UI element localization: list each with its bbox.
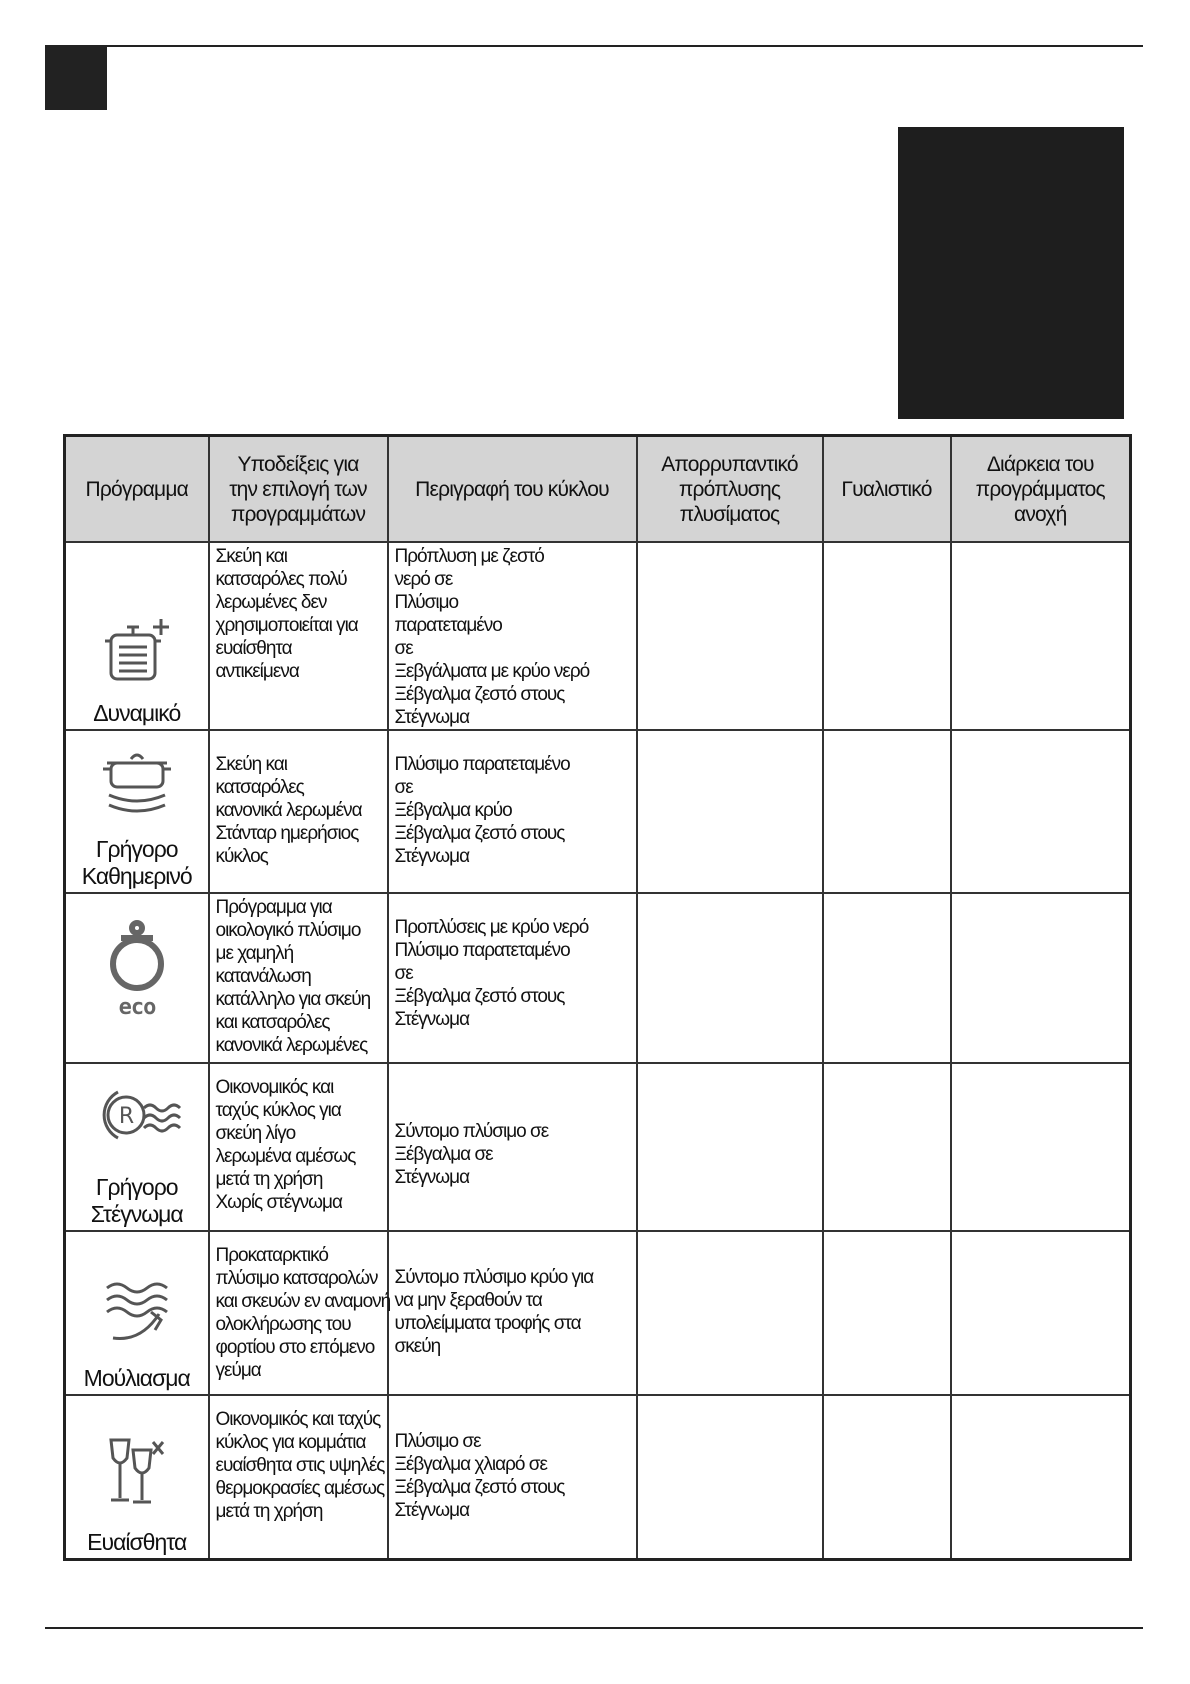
duration-cell <box>951 1063 1131 1231</box>
table-row <box>65 730 1131 893</box>
text-line: θερμοκρασίες αμέσως <box>215 1478 385 1499</box>
text-line: Προκαταρκτικό <box>215 1245 328 1266</box>
program-name <box>66 836 208 890</box>
header-rinse-aid <box>823 436 951 543</box>
text-line: Στέγνωμα <box>394 1167 470 1188</box>
text-line: Στέγνωμα <box>394 846 470 867</box>
header-detergent <box>637 436 823 543</box>
text-line: με χαμηλή <box>215 943 294 964</box>
detergent-cell <box>637 1395 823 1559</box>
text-line: κύκλος για κομμάτια <box>215 1432 366 1453</box>
text-line: αντικείμενα <box>215 661 299 682</box>
duration-cell <box>951 1231 1131 1395</box>
text-line: κύκλος <box>215 846 268 867</box>
text-line: ολοκλήρωσης του <box>215 1314 351 1335</box>
duration-cell <box>951 730 1131 893</box>
text-line: κατανάλωση <box>215 966 311 987</box>
text-line: Προπλύσεις με κρύο νερό <box>394 917 589 938</box>
rapid-r-icon <box>92 1080 182 1150</box>
text-line: ευαίσθητα <box>215 638 292 659</box>
wine-glasses-icon <box>97 1434 177 1510</box>
text-line: κανονικά λερωμένα <box>215 800 362 821</box>
text-line: προγράμματος <box>975 477 1105 501</box>
text-line: Ξέβγαλμα ζεστό στους <box>394 684 565 705</box>
text-line: και κατσαρόλες <box>215 1012 330 1033</box>
text-line: Ξέβγαλμα ζεστό στους <box>394 823 565 844</box>
bottom-rule <box>45 1627 1143 1629</box>
text-line: Υποδείξεις για <box>237 452 359 476</box>
description-cell <box>388 1231 637 1395</box>
header-hints <box>209 436 388 543</box>
eco-pot-icon <box>97 918 177 1018</box>
text-line: κατσαρόλες πολύ <box>215 569 347 590</box>
text-line: σε <box>394 963 413 984</box>
text-line: οικολογικό πλύσιμο <box>215 920 361 941</box>
text-line: Πρόπλυση με ζεστό <box>394 546 544 567</box>
text-line: πρόπλυσης <box>678 477 781 501</box>
text-line: να μην ξεραθούν τα <box>394 1290 542 1311</box>
text-line: Απορρυπαντικό <box>661 452 798 476</box>
side-block <box>898 127 1124 419</box>
text-line: φορτίου στο επόμενο <box>215 1337 375 1358</box>
text-line: Ξέβγαλμα ζεστό στους <box>394 1477 565 1498</box>
text-line: κατσαρόλες <box>215 777 304 798</box>
text-line: Πλύσιμο παρατεταμένο <box>394 754 570 775</box>
program-cell <box>65 1395 209 1559</box>
duration-cell <box>951 1395 1131 1559</box>
text-line: Χωρίς στέγνωμα <box>215 1192 342 1213</box>
description-cell <box>388 730 637 893</box>
text-line: Οικονομικός και ταχύς <box>215 1409 381 1430</box>
programs-table <box>63 434 1132 1561</box>
hints-cell <box>209 1395 388 1559</box>
description-cell <box>388 1063 637 1231</box>
hints-cell <box>209 1063 388 1231</box>
text-line: σκεύη <box>394 1336 441 1357</box>
text-line: Περιγραφή του κύκλου <box>415 477 609 501</box>
text-line: Ξέβγαλμα χλιαρό σε <box>394 1454 547 1475</box>
soak-icon <box>97 1276 177 1346</box>
text-line: Διάρκεια του <box>986 452 1094 476</box>
program-cell <box>65 730 209 893</box>
program-cell <box>65 542 209 730</box>
text-line: ταχύς κύκλος για <box>215 1100 341 1121</box>
text-line: κατάλληλο για σκεύη <box>215 989 371 1010</box>
detergent-cell <box>637 893 823 1063</box>
program-name <box>66 700 208 727</box>
table-row <box>65 542 1131 730</box>
text-line: Ξέβγαλμα κρύο <box>394 800 512 821</box>
detergent-cell <box>637 542 823 730</box>
program-cell <box>65 1231 209 1395</box>
program-name <box>66 1529 208 1556</box>
program-cell <box>65 1063 209 1231</box>
text-line: Ευαίσθητα <box>87 1528 187 1555</box>
text-line: Σύντομο πλύσιμο κρύο για <box>394 1267 594 1288</box>
text-line: υπολείμματα τροφής στα <box>394 1313 581 1334</box>
table-header-row <box>65 436 1131 543</box>
detergent-cell <box>637 1063 823 1231</box>
detergent-cell <box>637 730 823 893</box>
text-line: Στέγνωμα <box>394 707 470 728</box>
text-line: Στέγνωμα <box>394 1009 470 1030</box>
text-line: λερωμένα αμέσως <box>215 1146 356 1167</box>
rinse-aid-cell <box>823 542 951 730</box>
program-name <box>66 1174 208 1228</box>
hints-cell <box>209 1231 391 1395</box>
text-line: μετά τη χρήση <box>215 1169 323 1190</box>
text-line: σε <box>394 638 413 659</box>
text-line: Πλύσιμο παρατεταμένο <box>394 940 570 961</box>
text-line: γεύμα <box>215 1360 261 1381</box>
header-program <box>65 436 209 543</box>
text-line: Σύντομο πλύσιμο σε <box>394 1121 549 1142</box>
text-line: Γρήγορο <box>95 836 178 862</box>
text-line: Ξεβγάλματα με κρύο νερό <box>394 661 590 682</box>
pot-sparkle-icon <box>97 611 177 691</box>
text-line: Καθημερινό <box>81 863 192 889</box>
detergent-cell <box>637 1231 823 1395</box>
description-cell <box>388 1395 637 1559</box>
hints-cell <box>209 730 388 893</box>
duration-cell <box>951 542 1131 730</box>
text-line: μετά τη χρήση <box>215 1501 323 1522</box>
text-line: Πλύσιμο σε <box>394 1431 481 1452</box>
text-line: χρησιμοποιείται για <box>215 615 358 636</box>
text-line: Πλύσιμο <box>394 592 459 613</box>
rinse-aid-cell <box>823 1231 951 1395</box>
text-line: κανονικά λερωμένες <box>215 1035 368 1056</box>
text-line: Μούλιασμα <box>83 1365 190 1391</box>
text-line: Στέγνωμα <box>394 1500 470 1521</box>
text-line: πλυσίματος <box>679 502 780 526</box>
hints-cell <box>209 542 388 730</box>
eco-label: eco <box>118 995 156 1018</box>
hints-cell <box>209 893 388 1063</box>
description-cell <box>388 893 637 1063</box>
text-line: Δυναμικό <box>93 700 181 726</box>
header-duration <box>951 436 1131 543</box>
section-marker <box>45 47 107 110</box>
text-line: Γυαλιστικό <box>841 477 932 501</box>
text-line: πλύσιμο κατσαρολών <box>215 1268 378 1289</box>
text-line: Ξέβγαλμα ζεστό στους <box>394 986 565 1007</box>
text-line: παρατεταμένο <box>394 615 502 636</box>
rinse-aid-cell <box>823 730 951 893</box>
text-line: Γρήγορο <box>95 1174 178 1200</box>
table-row <box>65 893 1131 1063</box>
text-line: σε <box>394 777 413 798</box>
text-line: Οικονομικός και <box>215 1077 334 1098</box>
description-cell <box>388 542 637 730</box>
program-cell <box>65 893 209 1063</box>
header-description <box>388 436 637 543</box>
text-line: την επιλογή των <box>229 477 367 501</box>
duration-cell <box>951 893 1131 1063</box>
text-line: σκεύη λίγο <box>215 1123 296 1144</box>
rinse-aid-cell <box>823 1063 951 1231</box>
text-line: λερωμένες δεν <box>215 592 327 613</box>
r-label: R <box>118 1104 133 1129</box>
table-row <box>65 1231 1131 1395</box>
text-line: Πρόγραμμα <box>85 477 189 501</box>
table-row <box>65 1063 1131 1231</box>
text-line: Πρόγραμμα για <box>215 897 332 918</box>
text-line: προγραμμάτων <box>230 502 366 526</box>
program-name <box>66 1365 208 1392</box>
table-row <box>65 1395 1131 1559</box>
text-line: Ξέβγαλμα σε <box>394 1144 493 1165</box>
rinse-aid-cell <box>823 893 951 1063</box>
rinse-aid-cell <box>823 1395 951 1559</box>
text-line: Σκεύη και <box>215 546 287 567</box>
text-line: Σκεύη και <box>215 754 287 775</box>
text-line: νερό σε <box>394 569 453 590</box>
text-line: και σκευών εν αναμονή <box>215 1291 391 1312</box>
text-line: ανοχή <box>1014 502 1067 526</box>
top-rule <box>45 45 1143 47</box>
text-line: Στάνταρ ημερήσιος <box>215 823 359 844</box>
text-line: ευαίσθητα στις υψηλές <box>215 1455 385 1476</box>
casserole-icon <box>97 747 177 819</box>
text-line: Στέγνωμα <box>90 1201 183 1227</box>
